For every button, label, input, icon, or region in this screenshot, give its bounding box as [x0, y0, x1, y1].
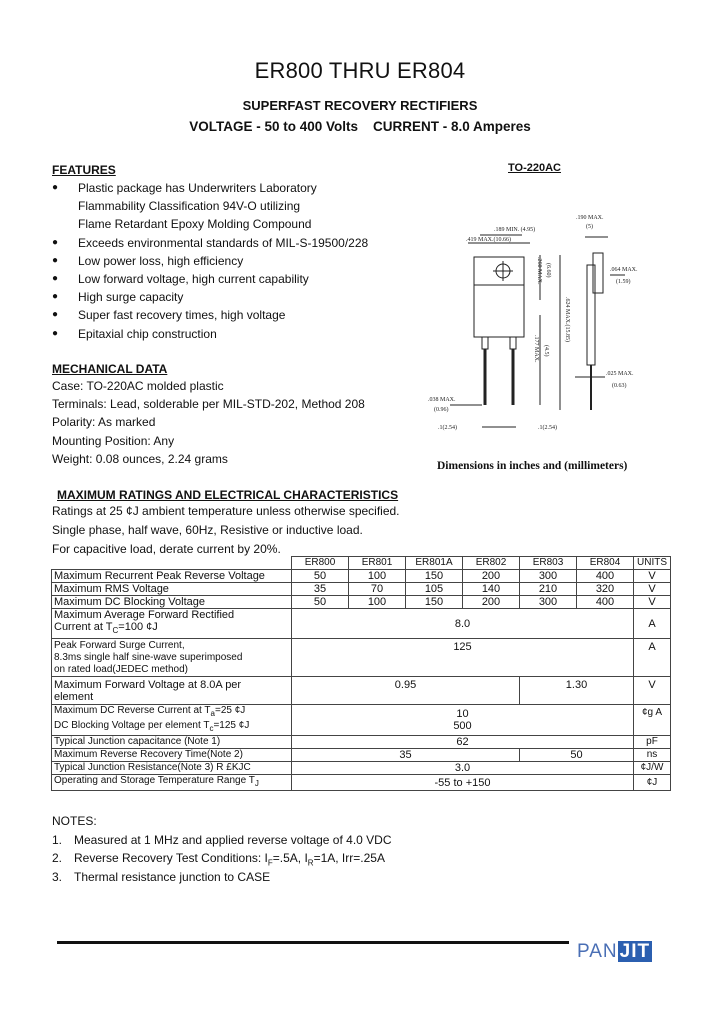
- row-label-line: Maximum DC Reverse Current at T: [54, 705, 211, 716]
- cell: 0.95: [292, 677, 520, 705]
- unit-cell: V: [634, 583, 671, 596]
- feature-item: ● Super fast recovery times, high voltage: [52, 306, 392, 324]
- cell-line: 500: [453, 720, 472, 732]
- cell: 1.30: [520, 677, 634, 705]
- footer-rule: [57, 941, 569, 944]
- table-row: [52, 570, 671, 583]
- dim-label: .260 MAX.: [536, 257, 542, 285]
- cell: 400: [577, 570, 634, 583]
- dim-label: .177 MAX.: [533, 335, 539, 363]
- cell-line: 10: [456, 708, 469, 720]
- features-heading: FEATURES: [52, 163, 116, 177]
- logo-text: JIT: [619, 941, 651, 962]
- row-label-line: Maximum Average Forward Rectified: [54, 609, 235, 622]
- logo-text: PAN: [577, 941, 618, 962]
- ratings-conditions: [52, 502, 400, 559]
- cell: 35: [292, 583, 349, 596]
- cell: 50: [520, 749, 634, 762]
- mechanical-item: Polarity: As marked: [52, 415, 156, 430]
- cell: 62: [292, 736, 634, 749]
- cell: 300: [520, 596, 577, 609]
- table-header-cell: ER801A: [406, 557, 463, 570]
- subscript: c: [209, 724, 214, 733]
- row-label-line: Current at T: [54, 621, 113, 634]
- feature-item: ● High surge capacity: [52, 288, 392, 306]
- table-row: [52, 583, 671, 596]
- row-label: Maximum RMS Voltage: [52, 583, 292, 596]
- page-subtitle: SUPERFAST RECOVERY RECTIFIERS: [242, 98, 478, 113]
- subscript: a: [210, 709, 215, 718]
- dim-label: .189 MIN. (4.95): [494, 227, 536, 233]
- subscript: C: [112, 626, 119, 636]
- dim-label: .1(2.54): [538, 425, 557, 431]
- feature-item: ● Low forward voltage, high current capability: [52, 270, 392, 288]
- unit-cell: ¢J/W: [634, 762, 671, 775]
- row-label: Maximum Reverse Recovery Time(Note 2): [52, 749, 292, 762]
- cell: 125: [292, 639, 634, 677]
- subscript: R: [307, 858, 314, 868]
- note-text: =.5A, I: [272, 851, 308, 865]
- dim-label: .624 MAX.(15.85): [564, 297, 570, 342]
- row-label: Typical Junction capacitance (Note 1): [52, 736, 292, 749]
- dim-label: (4.5): [543, 345, 549, 357]
- cell: 105: [406, 583, 463, 596]
- unit-cell: ¢g A: [634, 705, 671, 736]
- row-label: [52, 609, 292, 639]
- cell: 150: [406, 570, 463, 583]
- ratings-line: Single phase, half wave, 60Hz, Resistive or inductive load.: [52, 523, 363, 537]
- cell: 140: [463, 583, 520, 596]
- row-label: [52, 677, 292, 705]
- unit-cell: V: [634, 570, 671, 583]
- table-row: [52, 677, 671, 705]
- row-label-line: =25 ¢J: [214, 705, 246, 716]
- table-header-cell: ER804: [577, 557, 634, 570]
- mechanical-item: Case: TO-220AC molded plastic: [52, 379, 224, 393]
- package-label: TO-220AC: [508, 162, 561, 174]
- feature-item: Flame Retardant Epoxy Molding Compound: [78, 217, 312, 232]
- notes-section: [52, 812, 392, 886]
- cell: 100: [349, 596, 406, 609]
- row-label-line: Maximum Forward Voltage at 8.0A per: [54, 678, 242, 691]
- table-header-cell: ER801: [349, 557, 406, 570]
- ratings-heading: MAXIMUM RATINGS AND ELECTRICAL CHARACTERISTICS: [57, 488, 399, 502]
- cell: -55 to +150: [292, 775, 634, 791]
- unit-cell: ns: [634, 749, 671, 762]
- features-list: [52, 179, 392, 343]
- table-row: [52, 762, 671, 775]
- row-label: [52, 639, 292, 677]
- package-body: [474, 285, 524, 337]
- cell: 3.0: [292, 762, 634, 775]
- cell: 200: [463, 570, 520, 583]
- mechanical-heading: MECHANICAL DATA: [52, 362, 168, 376]
- table-header-cell: ER800: [292, 557, 349, 570]
- row-label: Typical Junction Resistance(Note 3) R £KJC: [52, 762, 292, 775]
- dim-label: .1(2.54): [438, 425, 457, 431]
- note-number: 1.: [52, 832, 63, 847]
- row-label: Maximum DC Blocking Voltage: [52, 596, 292, 609]
- mechanical-list: [52, 377, 365, 468]
- cell: 70: [349, 583, 406, 596]
- table-header-cell: ER802: [463, 557, 520, 570]
- unit-cell: V: [634, 596, 671, 609]
- note-number: 2.: [52, 851, 63, 865]
- ratings-table: [51, 556, 671, 791]
- note-item: [52, 849, 392, 868]
- note-text: =1A, Irr=.25A: [313, 851, 385, 865]
- row-label-line: =100 ¢J: [118, 621, 158, 634]
- cell: 8.0: [292, 609, 634, 639]
- mechanical-item: Mounting Position: Any: [52, 433, 175, 448]
- row-label: [52, 705, 292, 736]
- package-caption: Dimensions in inches and (millimeters): [437, 460, 628, 472]
- unit-cell: A: [634, 639, 671, 677]
- feature-item: ● Low power loss, high efficiency: [52, 252, 392, 270]
- table-header-row: [52, 557, 671, 570]
- row-label-line: DC Blocking Voltage per element T: [54, 720, 210, 731]
- table-row: [52, 736, 671, 749]
- table-header-cell: UNITS: [634, 557, 671, 570]
- cell: 200: [463, 596, 520, 609]
- note-text: Thermal resistance junction to CASE: [74, 869, 271, 884]
- table-header-cell: ER803: [520, 557, 577, 570]
- mechanical-item: Terminals: Lead, solderable per MIL-STD-202, Method 208: [52, 397, 365, 412]
- row-label: Maximum Recurrent Peak Reverse Voltage: [52, 570, 292, 583]
- row-label-line: on rated load(JEDEC method): [54, 663, 188, 675]
- note-item: [52, 868, 392, 887]
- subscript: F: [267, 858, 273, 868]
- mechanical-item: Weight: 0.08 ounces, 2.24 grams: [52, 451, 228, 466]
- cell: 320: [577, 583, 634, 596]
- note-text: Reverse Recovery Test Conditions: I: [74, 851, 268, 865]
- unit-cell: A: [634, 609, 671, 639]
- row-label-line: element: [54, 690, 94, 703]
- ratings-line: For capacitive load, derate current by 20%.: [52, 542, 281, 556]
- package-outline-drawing: [420, 205, 690, 440]
- cell: 400: [577, 596, 634, 609]
- cell: 150: [406, 596, 463, 609]
- table-row: [52, 749, 671, 762]
- feature-item: ● Plastic package has Underwriters Laboratory: [52, 179, 392, 197]
- row-label: [52, 775, 292, 791]
- dim-label: .419 MAX.(10.66): [466, 237, 511, 243]
- side-view-body: [587, 265, 595, 365]
- dim-label: (1.59): [616, 279, 631, 285]
- row-label-line: 8.3ms single half sine-wave superimposed: [54, 651, 243, 663]
- notes-heading: NOTES:: [52, 814, 97, 828]
- table-row: [52, 705, 671, 736]
- ratings-line: Ratings at 25 ¢J ambient temperature unless otherwise specified.: [52, 504, 400, 518]
- dim-label: (5): [586, 224, 593, 230]
- cell: [292, 705, 634, 736]
- note-number: 3.: [52, 869, 63, 884]
- unit-cell: pF: [634, 736, 671, 749]
- table-row: [52, 775, 671, 791]
- cell: 300: [520, 570, 577, 583]
- unit-cell: V: [634, 677, 671, 705]
- dim-label: (6.60): [545, 263, 551, 278]
- row-label-line: Operating and Storage Temperature Range T: [54, 775, 255, 786]
- note-item: [52, 831, 392, 850]
- cell: 35: [292, 749, 520, 762]
- voltage-current-rating: VOLTAGE - 50 to 400 Volts CURRENT - 8.0 Amperes: [189, 119, 531, 134]
- row-label-line: =125 ¢J: [213, 720, 250, 731]
- note-text: Measured at 1 MHz and applied reverse voltage of 4.0 VDC: [74, 832, 392, 847]
- cell: 210: [520, 583, 577, 596]
- cell: 100: [349, 570, 406, 583]
- dim-label: .064 MAX.: [610, 267, 638, 273]
- brand-logo: [577, 941, 652, 963]
- unit-cell: ¢J: [634, 775, 671, 791]
- dim-label: (0.96): [434, 407, 449, 413]
- subscript: J: [254, 779, 259, 788]
- table-row: [52, 609, 671, 639]
- dim-label: .190 MAX.: [576, 215, 604, 221]
- feature-item: ● Exceeds environmental standards of MIL-S-19500/228: [52, 234, 392, 252]
- dim-label: (0.63): [612, 383, 627, 389]
- table-row: [52, 639, 671, 677]
- feature-item: Flammability Classification 94V-O utilizing: [78, 199, 301, 214]
- cell: 50: [292, 570, 349, 583]
- cell: 50: [292, 596, 349, 609]
- feature-item: ● Epitaxial chip construction: [52, 325, 392, 343]
- dim-label: .025 MAX.: [606, 371, 634, 377]
- row-label-line: Peak Forward Surge Current,: [54, 639, 185, 651]
- table-row: [52, 596, 671, 609]
- page-title: ER800 THRU ER804: [254, 58, 466, 83]
- dim-label: .038 MAX.: [428, 397, 456, 403]
